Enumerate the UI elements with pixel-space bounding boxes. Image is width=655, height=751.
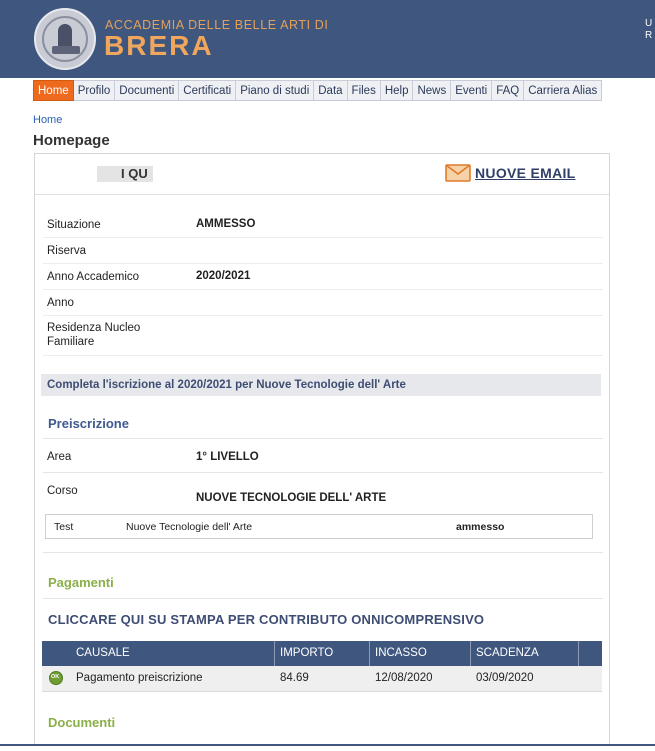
nav-carriera-alias[interactable]: Carriera Alias — [524, 80, 602, 101]
breadcrumb[interactable]: Home — [33, 114, 63, 126]
user-corner-line1: U — [645, 18, 653, 29]
enrollment-notice[interactable]: Completa l'iscrizione al 2020/2021 per Nuove Tecnologie dell' Arte — [41, 374, 601, 396]
nav-eventi[interactable]: Eventi — [451, 80, 492, 101]
brand-subtitle: ACCADEMIA DELLE BELLE ARTI DI — [105, 18, 329, 32]
section-divider — [43, 438, 603, 439]
col-importo: IMPORTO — [280, 647, 334, 659]
user-corner-line2: R — [645, 30, 653, 41]
col-separator — [369, 641, 370, 666]
info-row-situazione — [43, 212, 603, 238]
main-nav — [33, 80, 602, 101]
area-label: Area — [47, 451, 72, 463]
payments-table — [42, 641, 602, 692]
cell-scadenza: 03/09/2020 — [476, 672, 534, 684]
corso-value: NUOVE TECNOLOGIE DELL' ARTE — [196, 492, 387, 504]
nav-piano-di-studi[interactable]: Piano di studi — [236, 80, 314, 101]
table-row[interactable] — [42, 666, 602, 692]
main-panel — [34, 153, 610, 744]
info-row-anno-accademico — [43, 264, 603, 290]
nav-faq[interactable]: FAQ — [492, 80, 524, 101]
nav-documenti[interactable]: Documenti — [115, 80, 179, 101]
info-label: Anno — [47, 297, 74, 309]
area-value: 1° LIVELLO — [196, 451, 259, 463]
preiscrizione-title: Preiscrizione — [48, 416, 129, 431]
documenti-title: Documenti — [48, 715, 116, 730]
new-email-link[interactable] — [445, 164, 576, 182]
col-incasso: INCASSO — [375, 647, 427, 659]
info-row-residenza — [43, 316, 603, 356]
nav-news[interactable]: News — [413, 80, 451, 101]
page-title: Homepage — [33, 132, 110, 149]
test-result-row — [45, 514, 593, 539]
info-value: AMMESSO — [196, 218, 256, 230]
print-contribution-link[interactable]: CLICCARE QUI SU STAMPA PER CONTRIBUTO ONNICOMPRENSIVO — [48, 612, 485, 627]
test-label: Test — [54, 521, 74, 533]
info-label: Residenza Nucleo Familiare — [47, 322, 141, 348]
new-email-label[interactable]: NUOVE EMAIL — [475, 165, 576, 181]
row-divider — [43, 472, 603, 473]
nav-certificati[interactable]: Certificati — [179, 80, 236, 101]
col-separator — [470, 641, 471, 666]
nav-help[interactable]: Help — [381, 80, 414, 101]
test-course: Nuove Tecnologie dell' Arte — [126, 521, 253, 533]
corso-label: Corso — [47, 485, 78, 497]
brand-name: BRERA — [104, 30, 214, 61]
nav-profilo[interactable]: Profilo — [74, 80, 116, 101]
student-name: I QU — [121, 166, 148, 181]
nav-data[interactable]: Data — [314, 80, 347, 101]
info-label: Situazione — [47, 219, 101, 231]
user-corner-info — [645, 18, 652, 42]
footer-divider — [0, 744, 655, 746]
test-result: ammesso — [456, 521, 505, 533]
pagamenti-title: Pagamenti — [48, 575, 114, 590]
col-separator — [578, 641, 579, 666]
academy-logo[interactable] — [34, 8, 96, 70]
cell-incasso: 12/08/2020 — [375, 672, 433, 684]
cell-causale: Pagamento preiscrizione — [76, 672, 203, 684]
info-row-riserva — [43, 238, 603, 264]
logo-seat — [52, 46, 80, 54]
info-label: Anno Accademico — [47, 271, 140, 283]
info-row-anno — [43, 290, 603, 316]
cell-importo: 84.69 — [280, 672, 309, 684]
col-scadenza: SCADENZA — [476, 647, 539, 659]
nav-files[interactable]: Files — [348, 80, 381, 101]
nav-home[interactable]: Home — [33, 80, 74, 101]
student-info-table — [43, 212, 603, 356]
info-value: 2020/2021 — [196, 270, 251, 282]
paid-ok-icon — [49, 671, 63, 685]
site-header — [0, 0, 655, 78]
section-divider — [43, 598, 603, 599]
envelope-icon — [445, 164, 471, 182]
section-divider — [43, 552, 603, 553]
payments-header — [42, 641, 602, 666]
col-separator — [274, 641, 275, 666]
col-causale: CAUSALE — [76, 647, 130, 659]
info-label: Riserva — [47, 245, 86, 257]
student-name-row — [35, 154, 609, 195]
